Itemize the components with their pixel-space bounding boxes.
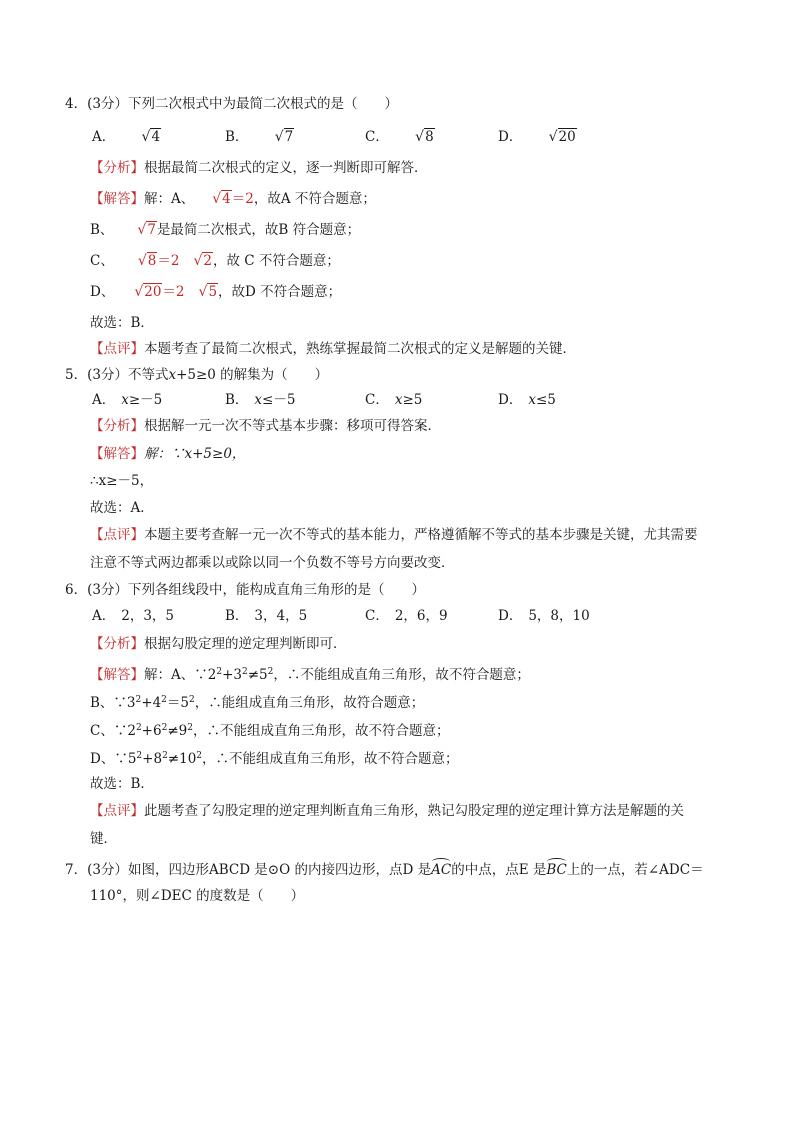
option-letter: A． [92,129,116,145]
answer-text: 解：∵x+5≥0， [144,446,246,462]
q4-option-d [498,127,577,147]
q4-option-b [225,127,294,147]
q5-comment-line-1 [90,525,698,545]
answer-suffix: ，故D 不符合题意； [218,284,342,300]
q5-option-b: B． x≤－5 [225,392,296,408]
q4-answer-line-4 [90,282,341,302]
q6-comment-line-2: 键． [90,831,117,847]
sqrt-expression: √20 [548,129,576,145]
q6-answer-line-3: C、$\because 2^2+6^2\ne 9^2$，∴不能组成直角三角形，故不符合题意； [90,723,450,739]
answer-tag: 【解答】 [90,191,144,207]
math-expression: √20＝2 √5 [134,284,218,300]
q4-analysis [90,158,428,178]
comment-tag: 【点评】 [90,803,144,819]
q6-option-b: B． 3，4，5 [225,608,308,624]
comment-tag: 【点评】 [90,527,144,543]
comment-text: 本题主要考查解一元一次不等式的基本能力，严格遵循解不等式的基本步骤是关键，尤其需要 [144,527,698,543]
q4-answer-line-3 [90,251,340,271]
q6-answer-line-2: B、$\because 3^2+4^2=5^2$，∴能组成直角三角形，故符合题意； [90,695,425,711]
math-expression: √7 [137,222,156,238]
q7-stem-line-2: 110°，则∠DEC 的度数是（ ） [90,888,305,904]
math-expression: √8＝2 √2 [137,253,212,269]
answer-tag: 【解答】 [90,446,144,462]
q4-answer-line-2 [90,220,360,240]
q6-analysis [90,634,347,654]
analysis-tag: 【分析】 [90,418,144,434]
comment-tag: 【点评】 [90,341,144,357]
option-letter: B． [225,129,249,145]
analysis-tag: 【分析】 [90,636,144,652]
q4-stem: 4．(3分）下列二次根式中为最简二次根式的是（ ） [65,96,398,112]
q5-answer-line-2: ∴x≥－5， [90,473,154,489]
arc-bc: BC [546,862,567,878]
q4-option-c [365,127,435,147]
option-letter: D． [498,129,523,145]
q6-choice: 故选：B． [90,776,154,792]
q5-answer-line-1 [90,444,245,464]
q4-option-a [92,127,161,147]
q5-stem: 5．(3分）不等式x+5≥0 的解集为（ ） [65,367,329,383]
q5-option-d: D． x≤5 [498,392,556,408]
analysis-text: 根据最简二次根式的定义，逐一判断即可解答． [144,160,428,176]
q6-option-d: D． 5，8，10 [498,608,590,624]
analysis-tag: 【分析】 [90,160,144,176]
answer-suffix: 是最简二次根式，故B 符合题意； [156,222,361,238]
q6-stem: 6．(3分）下列各组线段中，能构成直角三角形的是（ ） [65,582,425,598]
option-letter: C． [365,129,389,145]
arc-ac: AC [431,862,452,878]
sqrt-expression: √8 [415,129,434,145]
answer-prefix: B、 [90,222,114,238]
analysis-text: 根据解一元一次不等式基本步骤：移项可得答案． [144,418,441,434]
answer-prefix: 解：A、 [144,191,195,207]
q5-option-a: A． x≥－5 [92,392,163,408]
answer-prefix: C、 [90,253,114,269]
q4-choice: 故选：B． [90,315,154,331]
comment-text: 本题考查了最简二次根式，熟练掌握最简二次根式的定义是解题的关键． [144,341,576,357]
q6-answer-line-1: 【解答】解：A、$\because 2^2+3^2\ne 5^2$，∴不能组成直角三角形，故不符合题意； [90,667,530,683]
q5-choice: 故选：A． [90,500,154,516]
q6-option-c: C． 2，6，9 [365,608,448,624]
q7-stem-line-1: 7．(3分）如图，四边形ABCD 是⊙O 的内接四边形，点D 是AC的中点，点E 是BC上的一点，若∠ADC＝ [65,862,704,878]
comment-text: 此题考查了勾股定理的逆定理判断直角三角形，熟记勾股定理的逆定理计算方法是解题的关 [144,803,684,819]
sqrt-expression: √4 [141,129,161,145]
answer-tag: 【解答】 [90,667,144,683]
answer-prefix: D、 [90,284,115,300]
q4-answer-line-1 [90,189,376,209]
q5-option-c: C． x≥5 [365,392,423,408]
sqrt-expression: √7 [274,129,294,145]
math-expression: √4＝2 [212,191,254,207]
answer-suffix: ，故A 不符合题意； [253,191,376,207]
q6-answer-line-4: D、$\because 5^2+8^2\ne 10^2$，∴不能组成直角三角形，故不符合题意； [90,751,459,767]
analysis-text: 根据勾股定理的逆定理判断即可． [144,636,347,652]
q5-analysis [90,416,441,436]
answer-suffix: ，故 C 不符合题意； [212,253,340,269]
q4-comment [90,339,576,359]
q5-comment-line-2: 注意不等式两边都乘以或除以同一个负数不等号方向要改变． [90,555,455,571]
q6-option-a: A． 2，3，5 [92,608,175,624]
q6-comment-line-1 [90,801,684,821]
